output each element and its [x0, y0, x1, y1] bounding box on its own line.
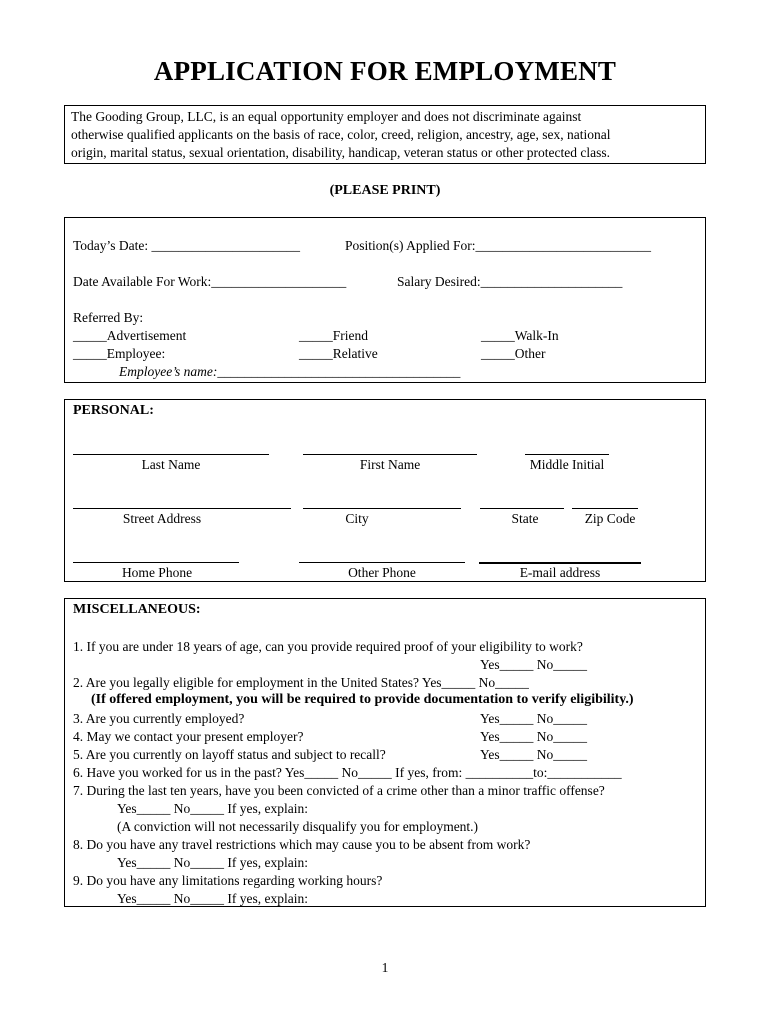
question-4: 4. May we contact your present employer?: [73, 729, 304, 744]
last-name-label: Last Name: [141, 457, 201, 472]
referral-advertisement-option[interactable]: _____Advertisement: [73, 328, 187, 343]
question-8-answer[interactable]: Yes_____ No_____ If yes, explain:: [117, 855, 308, 870]
middle-initial-label: Middle Initial: [529, 457, 605, 472]
question-8: 8. Do you have any travel restrictions which may cause you to be absent from work?: [73, 837, 531, 852]
question-5: 5. Are you currently on layoff status and subject to recall?: [73, 747, 386, 762]
referral-friend-option[interactable]: _____Friend: [299, 328, 368, 343]
page-title: APPLICATION FOR EMPLOYMENT: [153, 56, 617, 86]
last-name-line[interactable]: [73, 454, 269, 455]
question-9: 9. Do you have any limitations regarding working hours?: [73, 873, 383, 888]
page-number: 1: [381, 960, 389, 975]
city-label: City: [345, 511, 369, 526]
salary-desired-field[interactable]: Salary Desired:_____________________: [397, 274, 623, 289]
middle-initial-line[interactable]: [525, 454, 609, 455]
please-print-note: (PLEASE PRINT): [329, 183, 441, 198]
todays-date-field[interactable]: Today’s Date: ______________________: [73, 238, 301, 253]
personal-header: PERSONAL:: [73, 403, 154, 418]
other-phone-line[interactable]: [299, 562, 465, 563]
referral-relative-option[interactable]: _____Relative: [299, 346, 378, 361]
referral-employee-option[interactable]: _____Employee:: [73, 346, 166, 361]
date-available-field[interactable]: Date Available For Work:____________________: [73, 274, 347, 289]
question-7: 7. During the last ten years, have you been convicted of a crime other than a minor traffic offense?: [73, 783, 605, 798]
question-7-answer[interactable]: Yes_____ No_____ If yes, explain:: [117, 801, 308, 816]
state-label: State: [511, 511, 539, 526]
miscellaneous-header: MISCELLANEOUS:: [73, 602, 201, 617]
application-info-box: [64, 217, 706, 383]
question-9-answer[interactable]: Yes_____ No_____ If yes, explain:: [117, 891, 308, 906]
question-4-answer[interactable]: Yes_____ No_____: [480, 729, 588, 744]
question-5-answer[interactable]: Yes_____ No_____: [480, 747, 588, 762]
first-name-line[interactable]: [303, 454, 477, 455]
city-line[interactable]: [303, 508, 461, 509]
question-1: 1. If you are under 18 years of age, can you provide required proof of your eligibility to work?: [73, 639, 583, 654]
personal-section: [64, 399, 706, 582]
positions-applied-field[interactable]: Position(s) Applied For:__________________________: [345, 238, 652, 253]
email-label: E-mail address: [519, 565, 601, 580]
question-2[interactable]: 2. Are you legally eligible for employment in the United States? Yes_____ No_____: [73, 675, 529, 690]
question-6[interactable]: 6. Have you worked for us in the past? Yes_____ No_____ If yes, from: __________to:___________: [73, 765, 622, 780]
referred-by-label: Referred By:: [73, 310, 144, 325]
question-3: 3. Are you currently employed?: [73, 711, 245, 726]
other-phone-label: Other Phone: [348, 565, 416, 580]
question-3-answer[interactable]: Yes_____ No_____: [480, 711, 588, 726]
home-phone-line[interactable]: [73, 562, 239, 563]
eeo-line: The Gooding Group, LLC, is an equal opportunity employer and does not discriminate against: [71, 109, 582, 124]
question-1-answer[interactable]: Yes_____ No_____: [480, 657, 588, 672]
conviction-note: (A conviction will not necessarily disqualify you for employment.): [117, 819, 479, 834]
miscellaneous-section: [64, 598, 706, 907]
first-name-label: First Name: [359, 457, 421, 472]
email-line[interactable]: [479, 562, 641, 564]
referral-other-option[interactable]: _____Other: [481, 346, 546, 361]
eeo-statement-box: [64, 105, 706, 164]
referral-walk-in-option[interactable]: _____Walk-In: [481, 328, 559, 343]
state-line[interactable]: [480, 508, 564, 509]
eeo-line: origin, marital status, sexual orientation, disability, handicap, veteran status or other protected class.: [71, 145, 610, 160]
street-address-label: Street Address: [122, 511, 202, 526]
zip-code-line[interactable]: [572, 508, 638, 509]
home-phone-label: Home Phone: [121, 565, 193, 580]
street-address-line[interactable]: [73, 508, 291, 509]
employee-name-field[interactable]: Employee’s name:____________________________________: [119, 364, 461, 379]
eligibility-note: (If offered employment, you will be required to provide documentation to verify eligibility.): [91, 692, 634, 707]
eeo-line: otherwise qualified applicants on the basis of race, color, creed, religion, ancestry, age, sex, national: [71, 127, 611, 142]
zip-code-label: Zip Code: [584, 511, 636, 526]
